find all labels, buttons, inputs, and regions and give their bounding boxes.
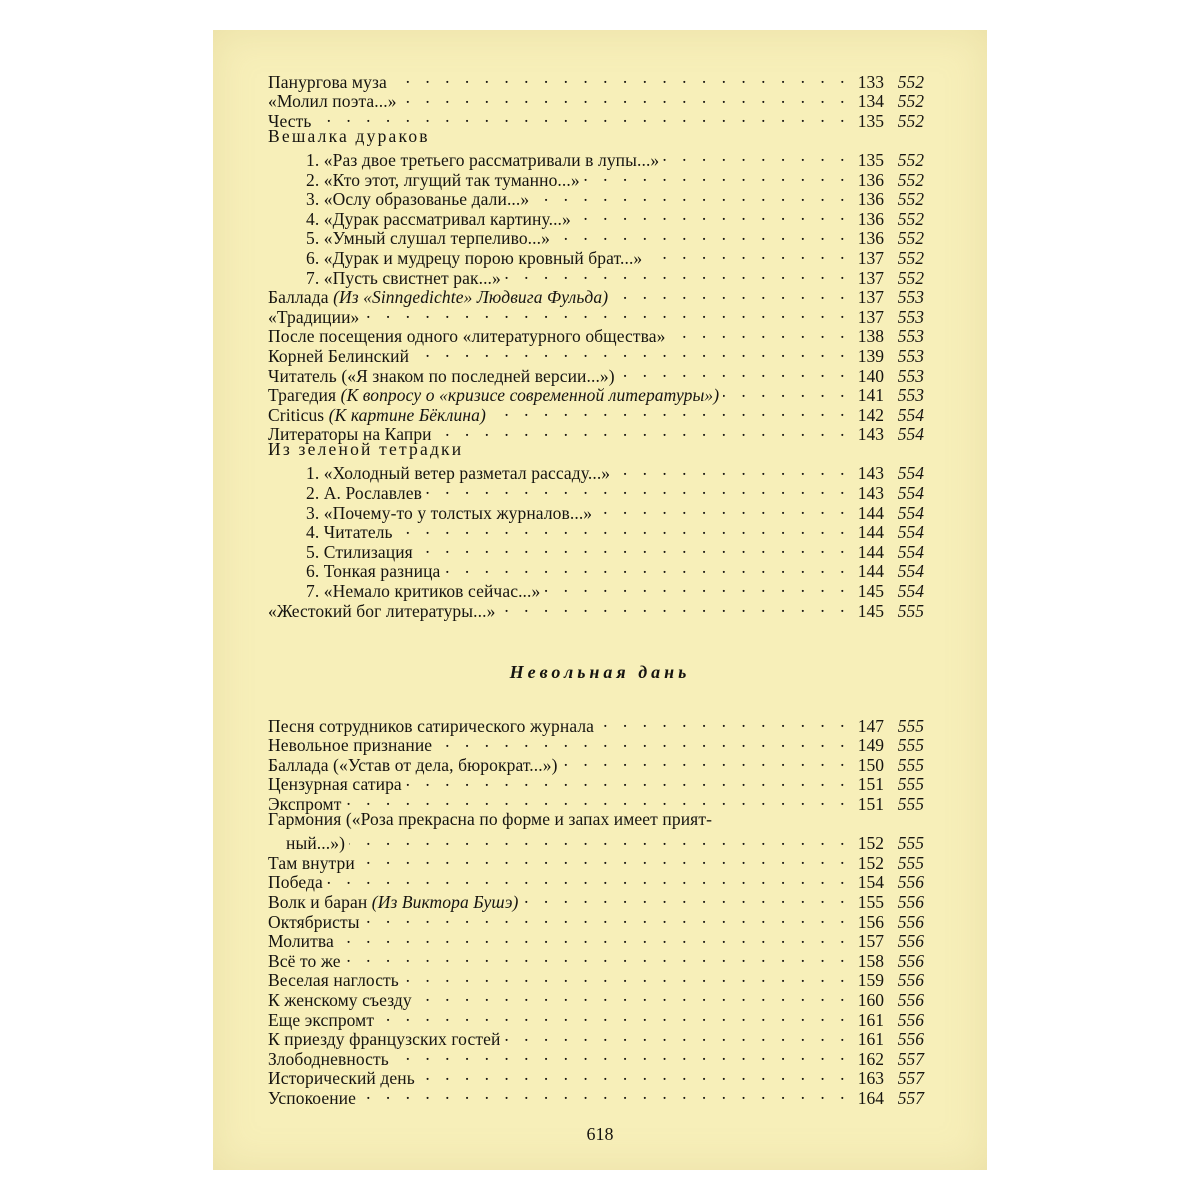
toc-note-page: 556 [897, 989, 924, 1010]
leader-dots [596, 499, 850, 519]
toc-page-number: 137 [857, 267, 884, 288]
leader-dots [345, 790, 850, 810]
leader-dots [544, 577, 850, 597]
leader-dots [378, 1006, 850, 1026]
leader-dots [327, 869, 850, 889]
toc-page-number: 143 [857, 424, 884, 445]
toc-entry [268, 1045, 924, 1069]
toc-note-page: 553 [897, 306, 924, 327]
leader-dots [349, 830, 850, 850]
leader-dots [723, 382, 850, 402]
toc-note-page: 556 [897, 931, 924, 952]
leader-dots [575, 205, 850, 225]
leader-dots [417, 538, 850, 558]
leader-dots [522, 888, 850, 908]
toc-entry [268, 751, 924, 775]
toc-entry-title: Гармония («Роза прекрасна по форме и запах имеет прият- [268, 808, 712, 829]
toc-page-number: 136 [857, 228, 884, 249]
toc-page-number: 151 [857, 793, 884, 814]
toc-entry-title: Корней Белинский [268, 345, 410, 366]
toc-entry [268, 421, 924, 445]
leader-dots [646, 244, 850, 264]
toc-entry [268, 362, 924, 386]
toc-entry [268, 1006, 924, 1030]
toc-entry [268, 597, 924, 621]
toc-entry-title: 6. «Дурак и мудрецу порою кровный брат...» [306, 247, 643, 268]
toc-page-number: 145 [857, 600, 884, 621]
toc-note-page: 552 [897, 189, 924, 210]
toc-page-number: 138 [857, 326, 884, 347]
toc-page-number: 164 [857, 1087, 884, 1108]
toc-note-page: 553 [897, 345, 924, 366]
toc-entry-title: Октябристы [268, 911, 360, 932]
toc-entry-title: 5. «Умный слушал терпеливо...» [306, 228, 550, 249]
toc-entry [268, 382, 924, 406]
toc-entry-title: 2. А. Рославлев [306, 483, 422, 504]
toc-page-number: 139 [857, 345, 884, 366]
toc-entry-title: 1. «Раз двое третьего рассматривали в лупы...» [306, 149, 660, 170]
toc-page-number: 158 [857, 950, 884, 971]
toc-entry-subtitle: (Из «Sinngedichte» Людвига Фульда) [333, 287, 609, 308]
table-of-contents-part-2 [268, 712, 924, 1108]
toc-entry-title: Панургова муза [268, 71, 387, 92]
table-of-contents-part-1 [268, 68, 924, 621]
toc-note-page: 554 [897, 463, 924, 484]
toc-entry [268, 849, 924, 873]
toc-entry [268, 107, 924, 131]
leader-dots [413, 342, 850, 362]
leader-dots [359, 849, 850, 869]
toc-note-page: 552 [897, 247, 924, 268]
toc-page-number: 161 [857, 1009, 884, 1030]
leader-dots [554, 225, 850, 245]
leader-dots [584, 166, 850, 186]
toc-note-page: 554 [897, 522, 924, 543]
toc-page-number: 141 [857, 385, 884, 406]
toc-note-page: 555 [897, 600, 924, 621]
leader-dots [504, 1026, 850, 1046]
toc-page-number: 154 [857, 872, 884, 893]
toc-page-number: 144 [857, 502, 884, 523]
toc-note-page: 556 [897, 970, 924, 991]
leader-dots [345, 947, 850, 967]
toc-page-number: 134 [857, 91, 884, 112]
toc-page-number: 133 [857, 71, 884, 92]
toc-page-number: 152 [857, 852, 884, 873]
toc-note-page: 557 [897, 1068, 924, 1089]
leader-dots [598, 712, 850, 732]
toc-entry-title: Баллада (Из «Sinngedichte» Людвига Фульда) [268, 287, 609, 308]
leader-dots [533, 186, 850, 206]
leader-dots [436, 732, 850, 752]
toc-entry [268, 146, 924, 170]
toc-page-number: 144 [857, 541, 884, 562]
toc-entry-title: Баллада («Устав от дела, бюрократ...») [268, 754, 558, 775]
toc-entry-title: 7. «Немало критиков сейчас...» [306, 581, 541, 602]
toc-entry [268, 68, 924, 92]
toc-entry [268, 712, 924, 736]
toc-entry-title: Веселая наглость [268, 970, 399, 991]
leader-dots [391, 68, 850, 88]
toc-entry [268, 790, 924, 814]
toc-entry [268, 166, 924, 190]
leader-dots [436, 421, 850, 441]
toc-entry-title: Победа [268, 872, 323, 893]
toc-page-number: 155 [857, 891, 884, 912]
toc-page-number: 150 [857, 754, 884, 775]
toc-note-page: 552 [897, 71, 924, 92]
toc-entry-title: После посещения одного «литературного общества» [268, 326, 666, 347]
toc-note-page: 555 [897, 793, 924, 814]
leader-dots [397, 519, 850, 539]
leader-dots [403, 967, 850, 987]
toc-entry [268, 244, 924, 268]
toc-page-number: 152 [857, 833, 884, 854]
toc-page-number: 136 [857, 189, 884, 210]
toc-page-number: 160 [857, 989, 884, 1010]
toc-note-page: 553 [897, 385, 924, 406]
toc-entry [268, 577, 924, 602]
toc-note-page: 556 [897, 1009, 924, 1030]
leader-dots [490, 401, 850, 421]
toc-note-page: 556 [897, 1029, 924, 1050]
toc-entry [268, 928, 924, 952]
leader-dots [426, 479, 850, 499]
toc-entry [268, 1084, 924, 1108]
toc-page-number: 149 [857, 735, 884, 756]
toc-entry-title: Молитва [268, 931, 334, 952]
toc-entry [268, 342, 924, 366]
toc-note-page: 554 [897, 404, 924, 425]
toc-entry-title: Всё то же [268, 950, 341, 971]
toc-entry [268, 810, 924, 830]
toc-note-page: 552 [897, 208, 924, 229]
toc-entry [268, 186, 924, 210]
toc-page-number: 144 [857, 561, 884, 582]
toc-note-page: 552 [897, 228, 924, 249]
toc-page-number: 136 [857, 169, 884, 190]
leader-dots [364, 908, 850, 928]
leader-dots [393, 1045, 850, 1065]
toc-entry-title: Волк и баран (Из Виктора Бушэ) [268, 891, 519, 912]
toc-note-page: 556 [897, 950, 924, 971]
toc-entry [268, 284, 924, 308]
toc-entry [268, 303, 924, 327]
leader-dots [406, 771, 850, 791]
toc-entry-title: ный...») [286, 833, 345, 854]
toc-page-number: 162 [857, 1048, 884, 1069]
toc-entry-title: Литераторы на Капри [268, 424, 432, 445]
toc-entry [268, 558, 924, 582]
toc-entry-title: К приезду французских гостей [268, 1029, 501, 1050]
toc-note-page: 553 [897, 287, 924, 308]
toc-entry-title: Еще экспромт [268, 1009, 375, 1030]
toc-entry [268, 225, 924, 249]
leader-dots [562, 751, 851, 771]
leader-dots [663, 146, 850, 166]
toc-entry-subtitle: (К картине Бёклина) [328, 404, 486, 425]
leader-dots [505, 264, 850, 284]
toc-entry-title: Экспромт [268, 793, 342, 814]
toc-page-number: 143 [857, 483, 884, 504]
toc-note-page: 554 [897, 541, 924, 562]
toc-note-page: 554 [897, 424, 924, 445]
leader-dots [444, 558, 850, 578]
toc-entry [268, 888, 924, 912]
toc-entry-title: 7. «Пусть свистнет рак...» [306, 267, 501, 288]
toc-page-number: 137 [857, 287, 884, 308]
toc-note-page: 553 [897, 365, 924, 386]
toc-note-page: 557 [897, 1087, 924, 1108]
toc-entry [268, 830, 924, 854]
leader-dots [416, 986, 850, 1006]
toc-entry [268, 401, 924, 425]
toc-note-page: 552 [897, 110, 924, 131]
toc-note-page: 552 [897, 91, 924, 112]
toc-page-number: 163 [857, 1068, 884, 1089]
toc-page-number: 156 [857, 911, 884, 932]
toc-entry-title: Цензурная сатира [268, 774, 402, 795]
toc-page-number: 137 [857, 247, 884, 268]
toc-entry-title: К женскому съезду [268, 989, 412, 1010]
toc-entry [268, 947, 924, 971]
toc-entry-title: Трагедия (К вопросу о «кризисе современной литературы») [268, 385, 720, 406]
toc-entry-title: 4. «Дурак рассматривал картину...» [306, 208, 571, 229]
toc-page-number: 147 [857, 715, 884, 736]
toc-entry-title: Злободневность [268, 1048, 389, 1069]
toc-entry-title: «Традиции» [268, 306, 360, 327]
toc-entry [268, 1065, 924, 1089]
toc-entry-title: Criticus (К картине Бёклина) [268, 404, 486, 425]
toc-entry-title: 1. «Холодный ветер разметал рассаду...» [306, 463, 611, 484]
toc-entry-title: 3. «Почему-то у толстых журналов...» [306, 502, 593, 523]
leader-dots [360, 1084, 850, 1104]
toc-page-number: 135 [857, 149, 884, 170]
toc-page-number: 137 [857, 306, 884, 327]
toc-entry [268, 519, 924, 543]
toc-entry-title: 5. Стилизация [306, 541, 413, 562]
leader-dots [315, 107, 850, 127]
leader-dots [670, 323, 850, 343]
toc-note-page: 552 [897, 149, 924, 170]
toc-note-page: 554 [897, 581, 924, 602]
toc-entry-title: 4. Читатель [306, 522, 393, 543]
toc-note-page: 554 [897, 483, 924, 504]
toc-entry [268, 967, 924, 991]
toc-entry [268, 88, 924, 112]
toc-entry [268, 538, 924, 562]
toc-page-number: 159 [857, 970, 884, 991]
page-number: 618 [586, 1124, 614, 1144]
toc-note-page: 555 [897, 754, 924, 775]
toc-page-number: 151 [857, 774, 884, 795]
toc-note-page: 556 [897, 872, 924, 893]
toc-entry-title: «Молил поэта...» [268, 91, 397, 112]
toc-entry-title: Песня сотрудников сатирического журнала [268, 715, 595, 736]
toc-entry-title: 2. «Кто этот, лгущий так туманно...» [306, 169, 580, 190]
toc-entry-title: Успокоение [268, 1087, 357, 1108]
toc-entry-title: 6. Тонкая разница [306, 561, 441, 582]
toc-note-page: 557 [897, 1048, 924, 1069]
toc-entry [268, 771, 924, 795]
toc-entry-subtitle: (К вопросу о «кризисе современной литературы») [340, 385, 720, 406]
toc-note-page: 555 [897, 735, 924, 756]
toc-note-page: 552 [897, 169, 924, 190]
leader-dots [614, 460, 850, 480]
toc-group-header [268, 127, 924, 147]
toc-note-page: 556 [897, 891, 924, 912]
toc-note-page: 555 [897, 715, 924, 736]
toc-entry [268, 205, 924, 229]
leader-dots [401, 88, 850, 108]
toc-note-page: 555 [897, 774, 924, 795]
toc-group-header [268, 440, 924, 460]
leader-dots [612, 284, 850, 304]
toc-page-number: 161 [857, 1029, 884, 1050]
toc-page-number: 145 [857, 581, 884, 602]
leader-dots [363, 303, 850, 323]
section-heading: Невольная дань [509, 662, 691, 682]
toc-note-page: 554 [897, 561, 924, 582]
toc-page-number: 136 [857, 208, 884, 229]
toc-entry [268, 908, 924, 932]
toc-entry [268, 264, 924, 288]
toc-entry-title: 3. «Ослу образованье дали...» [306, 189, 530, 210]
leader-dots [499, 597, 850, 617]
toc-page-number: 142 [857, 404, 884, 425]
toc-page-number: 140 [857, 365, 884, 386]
toc-note-page: 555 [897, 852, 924, 873]
toc-entry-title: Там внутри [268, 852, 355, 873]
toc-entry [268, 1026, 924, 1050]
toc-page-number: 135 [857, 110, 884, 131]
toc-entry [268, 323, 924, 347]
toc-entry-title: Из зеленой тетрадки [268, 439, 464, 460]
leader-dots [419, 1065, 850, 1085]
toc-entry [268, 499, 924, 523]
toc-entry [268, 732, 924, 756]
toc-page-number: 143 [857, 463, 884, 484]
toc-note-page: 552 [897, 267, 924, 288]
toc-entry-title: Исторический день [268, 1068, 415, 1089]
toc-note-page: 556 [897, 911, 924, 932]
toc-note-page: 555 [897, 833, 924, 854]
toc-entry [268, 460, 924, 484]
toc-entry [268, 986, 924, 1010]
toc-entry-subtitle: (Из Виктора Бушэ) [371, 891, 519, 912]
toc-entry [268, 479, 924, 504]
toc-entry [268, 869, 924, 893]
toc-entry-title: «Жестокий бог литературы...» [268, 600, 496, 621]
toc-note-page: 554 [897, 502, 924, 523]
toc-note-page: 553 [897, 326, 924, 347]
leader-dots [619, 362, 850, 382]
toc-entry-title: Вешалка дураков [268, 125, 430, 146]
toc-page-number: 157 [857, 931, 884, 952]
toc-entry-title: Читатель («Я знаком по последней версии...») [268, 365, 615, 386]
toc-entry-title: Честь [268, 110, 312, 131]
leader-dots [338, 928, 850, 948]
toc-entry-title: Невольное признание [268, 735, 433, 756]
toc-page-number: 144 [857, 522, 884, 543]
